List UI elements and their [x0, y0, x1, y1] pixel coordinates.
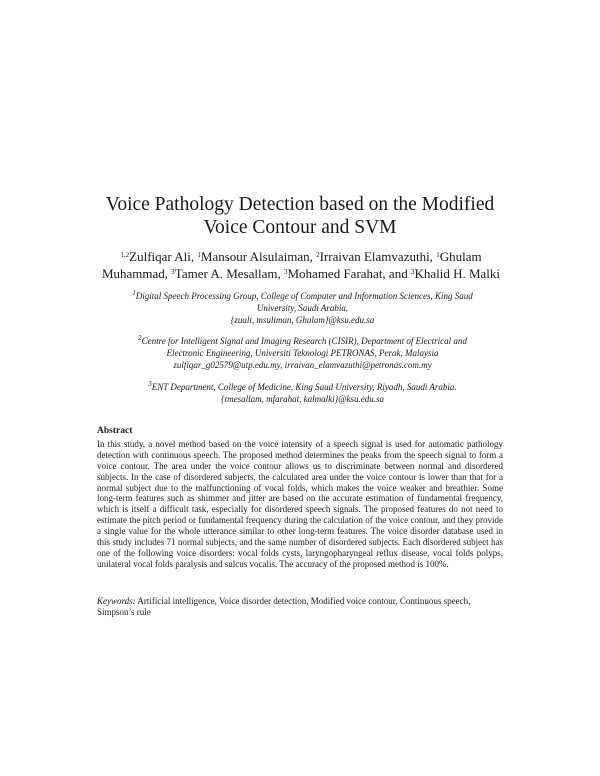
author-7: Khalid H. Malki	[414, 266, 501, 281]
author-1: Zulfiqar Ali,	[129, 249, 198, 264]
author-4-affil: 1	[436, 251, 440, 259]
author-5: Tamer A. Mesallam,	[174, 266, 284, 281]
affiliation-3	[110, 381, 495, 405]
author-6: Mohamed Farahat, and	[287, 266, 411, 281]
keywords-label: Keywords:	[97, 596, 136, 606]
abstract-body: In this study, a novel method based on the voice intensity of a speech signal is used for automatic pathology detection with continuous speech. The proposed method determines the peaks from the speech signal to form a voice contour. The area under the voice contour allows us to discriminate between normal and disordered subjects. In the case of disordered subjects, the calculated area under the voice contour is lower than that for a normal subject due to the malfunctioning of vocal folds, which makes the voice weaker and breathier. Some long-term features such as shimmer and jitter are based on the accurate estimation of fundamental frequency, which is itself a difficult task, especially for disordered speech signals. The proposed features do not need to estimate the pitch period or fundamental frequency during the calculation of the voice contour, and they provide a single value for the whole utterance similar to other long-term features. The voice disorder database used in this study includes 71 normal subjects, and the same number of disordered subjects. Each disordered subject has one of the following voice disorders: vocal folds cysts, laryngopharyngeal reflux disease, vocal folds polyps, unilateral vocal folds paralysis and sulcus vocalis. The accuracy of the proposed method is 100%.	[97, 438, 503, 569]
keywords-section	[97, 596, 503, 618]
author-3: Irraivan Elamvazuthi,	[319, 249, 437, 264]
affiliation-1-line-2: University, Saudi Arabia.	[256, 303, 349, 313]
abstract-heading: Abstract	[97, 426, 133, 436]
affiliation-3-email: {tmesallam, mfarahat, kalmalki}@ksu.edu.sa	[221, 394, 384, 404]
title-line-1: Voice Pathology Detection based on the Modified	[105, 194, 495, 215]
affiliation-1	[110, 290, 495, 326]
author-4: Ghulam Muhammad,	[101, 249, 482, 281]
keywords-text: Artificial intelligence, Voice disorder detection, Modified voice contour, Continuous speech, Simpson’s rule	[97, 596, 471, 617]
author-3-affil: 2	[316, 251, 320, 259]
affiliation-1-line-1: Digital Speech Processing Group, College of Computer and Information Sciences, King Saud	[135, 291, 473, 301]
author-2: Mansour Alsulaiman,	[200, 249, 317, 264]
title-line-2: Voice Contour and SVM	[203, 217, 397, 238]
affiliation-3-marker: 3	[148, 380, 152, 388]
paper-title	[60, 193, 540, 239]
author-5-affil: 3	[171, 268, 175, 276]
affiliation-2-marker: 2	[138, 334, 142, 342]
author-2-affil: 1	[197, 251, 201, 259]
author-list	[90, 248, 512, 282]
affiliation-2-line-2: Electronic Engineering, Universiti Teknologi PETRONAS, Perak, Malaysia	[166, 348, 439, 358]
author-7-affil: 3	[410, 268, 415, 276]
affiliation-1-email: {zuali, msuliman, Ghulam}@ksu.edu.sa	[230, 315, 375, 325]
affiliation-2	[110, 335, 495, 371]
affiliation-1-marker: 1	[132, 289, 136, 297]
affiliation-2-email: zulfiqar_g02579@utp.edu.my, irraivan_elamvazuthi@petronas.com.my	[173, 360, 432, 370]
author-1-affil: 1,2	[120, 251, 130, 259]
abstract-section	[97, 426, 503, 570]
author-6-affil: 3	[283, 268, 288, 276]
affiliation-2-line-1: Centre for Intelligent Signal and Imaging Research (CISIR), Department of Electrical and	[141, 336, 467, 346]
affiliation-3-line-1: ENT Department, College of Medicine, King Saud University, Riyadh, Saudi Arabia.	[151, 382, 457, 392]
